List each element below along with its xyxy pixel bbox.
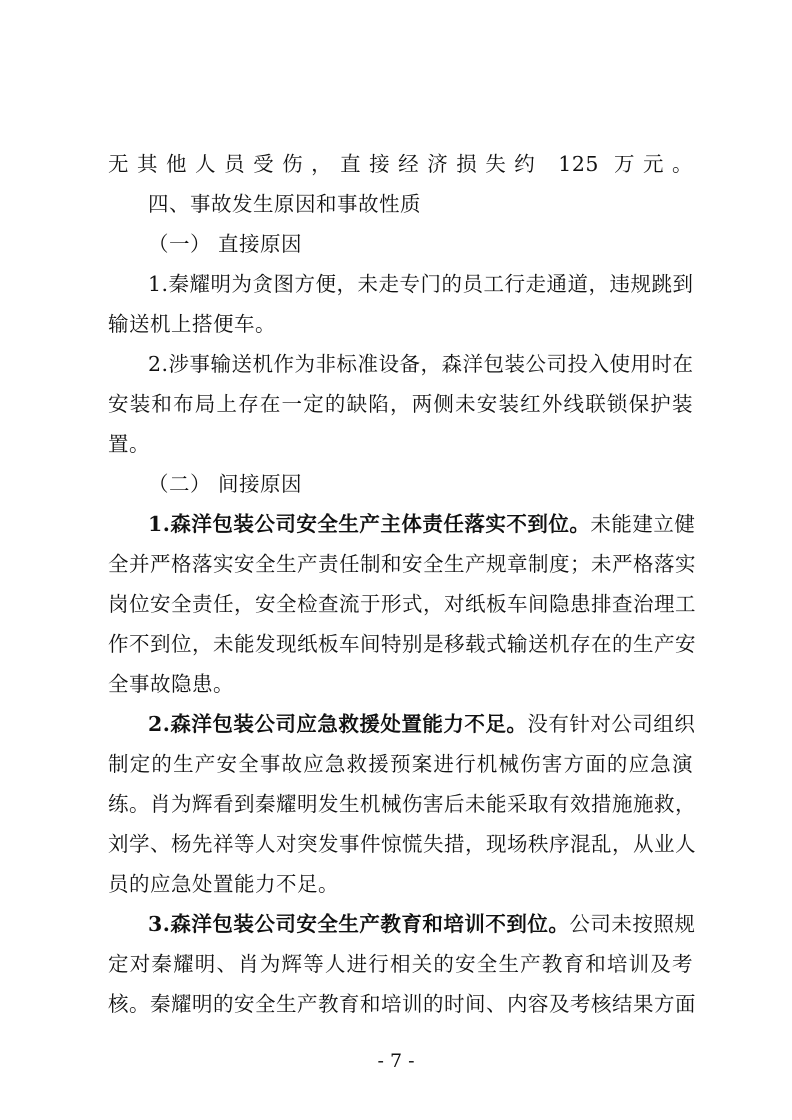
lead-rest: 没有针对公司组织: [527, 712, 696, 736]
paragraph-line: 员的应急处置能力不足。: [108, 872, 339, 896]
section-heading: 四、事故发生原因和事故性质: [148, 192, 421, 216]
paragraph-line: 练。肖为辉看到秦耀明发生机械伤害后未能采取有效措施施救，: [108, 792, 696, 816]
paragraph-line: 作不到位，未能发现纸板车间特别是移载式输送机存在的生产安: [108, 632, 696, 656]
bold-lead: 3.森洋包装公司安全生产教育和培训不到位。: [148, 912, 570, 936]
paragraph-line: 核。秦耀明的安全生产教育和培训的时间、内容及考核结果方面: [108, 992, 696, 1016]
paragraph-line: 全并严格落实安全生产责任制和安全生产规章制度；未严格落实: [108, 552, 696, 576]
paragraph-line: 岗位安全责任，安全检查流于形式，对纸板车间隐患排查治理工: [108, 592, 696, 616]
paragraph-line: 刘学、杨先祥等人对突发事件惊慌失措，现场秩序混乱，从业人: [108, 832, 696, 856]
paragraph-line: [148, 504, 696, 544]
paragraph-line: 置。: [108, 432, 150, 456]
paragraph-line: 定对秦耀明、肖为辉等人进行相关的安全生产教育和培训及考: [108, 952, 693, 976]
paragraph-line: 1.秦耀明为贪图方便，未走专门的员工行走通道，违规跳到: [148, 272, 694, 296]
paragraph-line: [148, 704, 696, 744]
paragraph-line: 无其他人员受伤，直接经济损失约 125 万元。: [108, 152, 693, 176]
paragraph-line: 安装和布局上存在一定的缺陷，两侧未安装红外线联锁保护装: [108, 392, 693, 416]
paragraph-line: 输送机上搭便车。: [108, 312, 276, 336]
bold-lead: 1.森洋包装公司安全生产主体责任落实不到位。: [148, 512, 591, 536]
paragraph-line: 制定的生产安全事故应急救援预案进行机械伤害方面的应急演: [108, 752, 693, 776]
lead-rest: 未能建立健: [590, 512, 696, 536]
lead-rest: 公司未按照规: [569, 912, 696, 936]
paragraph-line: 全事故隐患。: [108, 672, 234, 696]
paragraph-line: 2.涉事输送机作为非标准设备，森洋包装公司投入使用时在: [148, 352, 694, 376]
sub-heading: （一） 直接原因: [148, 232, 303, 256]
bold-lead: 2.森洋包装公司应急救援处置能力不足。: [148, 712, 528, 736]
page-number: - 7 -: [377, 1050, 415, 1072]
sub-heading: （二） 间接原因: [148, 472, 303, 496]
paragraph-line: [148, 904, 696, 944]
